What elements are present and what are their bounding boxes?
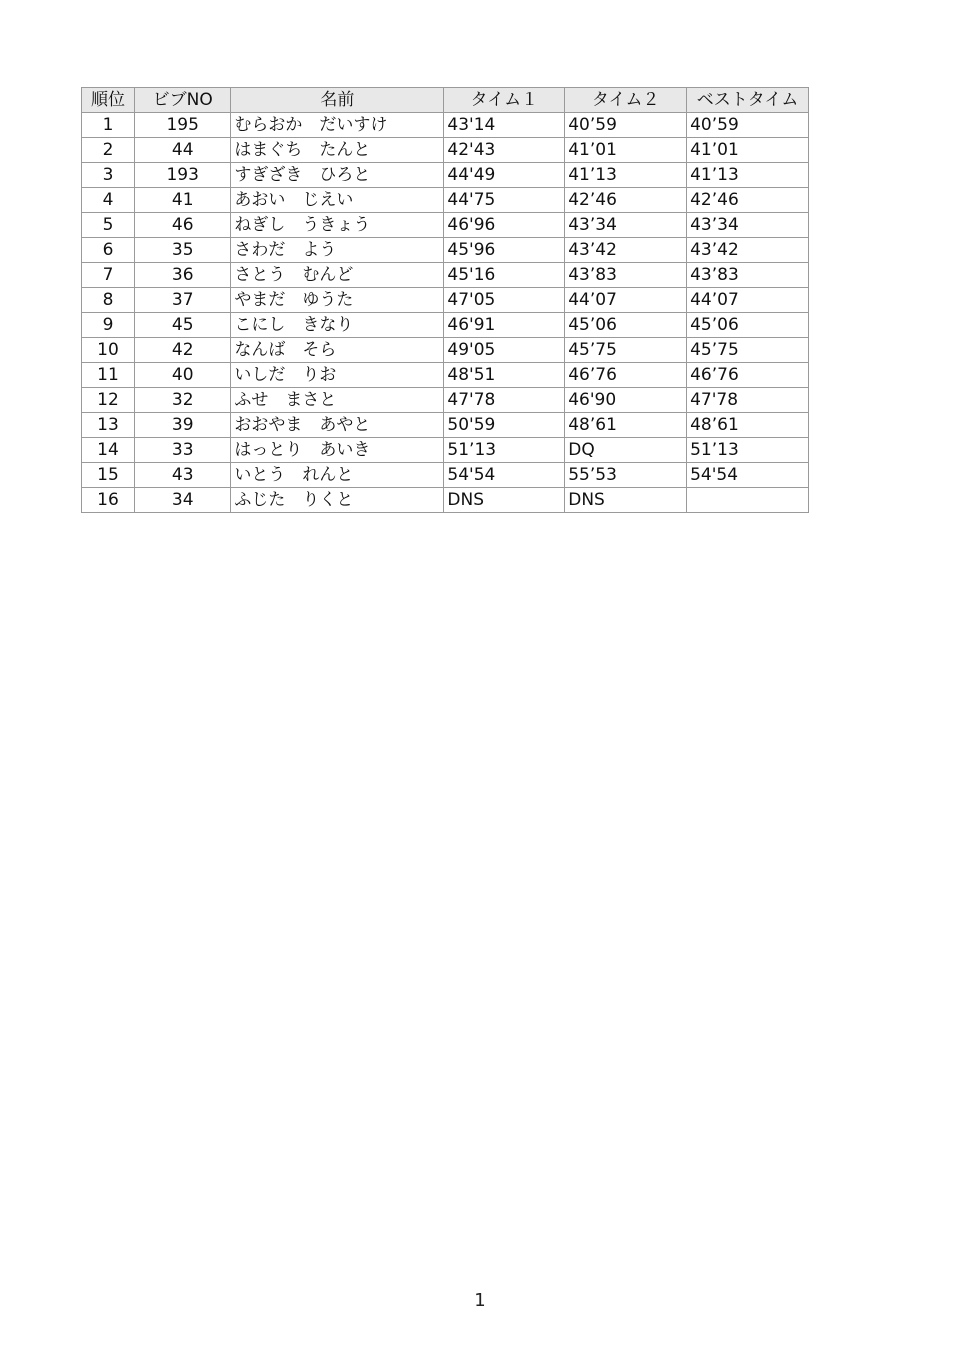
rank-cell: 6 [82,238,135,263]
table-row [82,313,809,338]
table-row [82,113,809,138]
best-time-cell: 43’34 [687,213,809,238]
time-1-cell: 50'59 [444,413,565,438]
page-number: 1 [474,1290,486,1311]
table-row [82,438,809,463]
rank-cell: 9 [82,313,135,338]
table-row [82,463,809,488]
bib-no-cell: 45 [134,313,230,338]
time-2-cell: 44’07 [565,288,687,313]
time-2-cell: 55’53 [565,463,687,488]
table-row [82,338,809,363]
name-cell: すぎざき ひろと [231,163,444,188]
rank-cell: 5 [82,213,135,238]
table-header [82,88,809,113]
rank-cell: 2 [82,138,135,163]
table-row [82,288,809,313]
time-1-cell: 45'96 [444,238,565,263]
time-2-cell: 46’76 [565,363,687,388]
best-time-cell: 41’13 [687,163,809,188]
time-1-cell: 42'43 [444,138,565,163]
header-best-time: ベストタイム [687,88,809,113]
time-1-cell: 43'14 [444,113,565,138]
rank-cell: 15 [82,463,135,488]
best-time-cell [687,488,809,513]
rank-cell: 4 [82,188,135,213]
name-cell: こにし きなり [231,313,444,338]
time-2-cell: 45’75 [565,338,687,363]
best-time-cell: 41’01 [687,138,809,163]
header-time-1: タイム１ [444,88,565,113]
time-1-cell: 47'05 [444,288,565,313]
rank-cell: 1 [82,113,135,138]
table-row [82,413,809,438]
table-row [82,363,809,388]
bib-no-cell: 46 [134,213,230,238]
time-2-cell: 41’13 [565,163,687,188]
time-1-cell: 44'49 [444,163,565,188]
bib-no-cell: 43 [134,463,230,488]
time-2-cell: 48’61 [565,413,687,438]
table-body [82,113,809,513]
time-2-cell: DQ [565,438,687,463]
name-cell: ふせ まさと [231,388,444,413]
table-row [82,138,809,163]
rank-cell: 14 [82,438,135,463]
header-bib-no: ビブNO [134,88,230,113]
bib-no-cell: 195 [134,113,230,138]
rank-cell: 8 [82,288,135,313]
best-time-cell: 54'54 [687,463,809,488]
name-cell: やまだ ゆうた [231,288,444,313]
time-2-cell: 42’46 [565,188,687,213]
name-cell: はっとり あいき [231,438,444,463]
time-1-cell: 49'05 [444,338,565,363]
best-time-cell: 43’83 [687,263,809,288]
bib-no-cell: 40 [134,363,230,388]
bib-no-cell: 33 [134,438,230,463]
best-time-cell: 42’46 [687,188,809,213]
bib-no-cell: 35 [134,238,230,263]
time-2-cell: 41’01 [565,138,687,163]
time-2-cell: 45’06 [565,313,687,338]
bib-no-cell: 44 [134,138,230,163]
name-cell: いとう れんと [231,463,444,488]
best-time-cell: 46’76 [687,363,809,388]
best-time-cell: 48’61 [687,413,809,438]
name-cell: むらおか だいすけ [231,113,444,138]
name-cell: ねぎし うきょう [231,213,444,238]
name-cell: おおやま あやと [231,413,444,438]
name-cell: なんば そら [231,338,444,363]
header-row [82,88,809,113]
table-row [82,388,809,413]
name-cell: はまぐち たんと [231,138,444,163]
rank-cell: 7 [82,263,135,288]
header-rank: 順位 [82,88,135,113]
time-1-cell: 47'78 [444,388,565,413]
time-2-cell: DNS [565,488,687,513]
time-2-cell: 46'90 [565,388,687,413]
table-row [82,488,809,513]
results-table [81,87,809,513]
rank-cell: 3 [82,163,135,188]
name-cell: さわだ よう [231,238,444,263]
table-row [82,238,809,263]
table-row [82,188,809,213]
table-row [82,213,809,238]
name-cell: さとう むんど [231,263,444,288]
time-1-cell: 46'96 [444,213,565,238]
rank-cell: 10 [82,338,135,363]
name-cell: ふじた りくと [231,488,444,513]
bib-no-cell: 36 [134,263,230,288]
best-time-cell: 51’13 [687,438,809,463]
rank-cell: 13 [82,413,135,438]
time-2-cell: 43’34 [565,213,687,238]
time-1-cell: 44'75 [444,188,565,213]
time-1-cell: 54'54 [444,463,565,488]
name-cell: あおい じえい [231,188,444,213]
bib-no-cell: 37 [134,288,230,313]
bib-no-cell: 39 [134,413,230,438]
time-1-cell: 46'91 [444,313,565,338]
time-1-cell: 48'51 [444,363,565,388]
rank-cell: 11 [82,363,135,388]
header-name: 名前 [231,88,444,113]
time-1-cell: 45'16 [444,263,565,288]
bib-no-cell: 193 [134,163,230,188]
time-1-cell: DNS [444,488,565,513]
rank-cell: 12 [82,388,135,413]
table-row [82,263,809,288]
bib-no-cell: 34 [134,488,230,513]
best-time-cell: 44’07 [687,288,809,313]
time-1-cell: 51’13 [444,438,565,463]
bib-no-cell: 42 [134,338,230,363]
best-time-cell: 45’75 [687,338,809,363]
bib-no-cell: 41 [134,188,230,213]
header-time-2: タイム２ [565,88,687,113]
best-time-cell: 40’59 [687,113,809,138]
best-time-cell: 45’06 [687,313,809,338]
table-row [82,163,809,188]
rank-cell: 16 [82,488,135,513]
bib-no-cell: 32 [134,388,230,413]
time-2-cell: 40’59 [565,113,687,138]
best-time-cell: 47'78 [687,388,809,413]
time-2-cell: 43’83 [565,263,687,288]
best-time-cell: 43’42 [687,238,809,263]
name-cell: いしだ りお [231,363,444,388]
time-2-cell: 43’42 [565,238,687,263]
